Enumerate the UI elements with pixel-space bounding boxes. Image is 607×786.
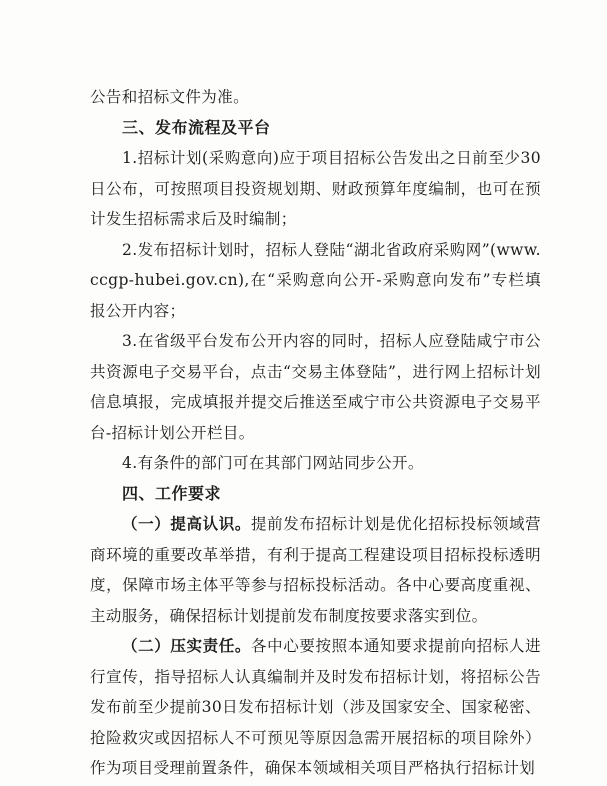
paragraph-2: 2.发布招标计划时，招标人登陆“湖北省政府采购网”(www.ccgp-hubei.gov.cn),在“采购意向公开-采购意向发布”专栏填报公开内容； xyxy=(90,240,541,320)
paragraph-continuation: 公告和招标文件为准。 xyxy=(90,88,250,106)
paragraph-3: 3.在省级平台发布公开内容的同时，招标人应登陆咸宁市公共资源电子交易平台，点击“交易主体登陆”，进行网上招标计划信息填报，完成填报并提交后推送至咸宁市公共资源电子交易平台-招标计划公开栏目。 xyxy=(90,332,541,442)
paragraph-4: 4.有条件的部门可在其部门网站同步公开。 xyxy=(122,454,424,472)
paragraph-6-body: 各中心要按照本通知要求提前向招标人进行宣传，指导招标人认真编制并及时发布招标计划，将招标公告发布前至少提前30日发布招标计划（涉及国家安全、国家秘密、抢险救灾或因招标人不可预见等原因急需开展招标的项目除外）作为项目受理前置条件，确保本领域相关项目严格执行招标计划 xyxy=(90,637,542,777)
paragraph-1: 1.招标计划(采购意向)应于项目招标公告发出之日前至少30日公布，可按照项目投资规划期、财政预算年度编制，也可在预计发生招标需求后及时编制； xyxy=(90,149,541,228)
paragraph-5-lead: （一）提高认识。 xyxy=(122,514,251,533)
paragraph-6-lead: （二）压实责任。 xyxy=(122,636,251,655)
section-heading-3: 三、发布流程及平台 xyxy=(122,117,271,137)
section-heading-4: 四、工作要求 xyxy=(122,483,222,503)
paragraph-6 xyxy=(90,631,541,784)
paragraph-5 xyxy=(90,509,541,631)
paragraph-5-body: 提前发布招标计划是优化招标投标领域营商环境的重要改革举措，有利于提高工程建设项目招标投标透明度，保障市场主体平等参与招标投标活动。各中心要高度重视、主动服务，确保招标计划提前发布制度按要求落实到位。 xyxy=(90,515,542,625)
